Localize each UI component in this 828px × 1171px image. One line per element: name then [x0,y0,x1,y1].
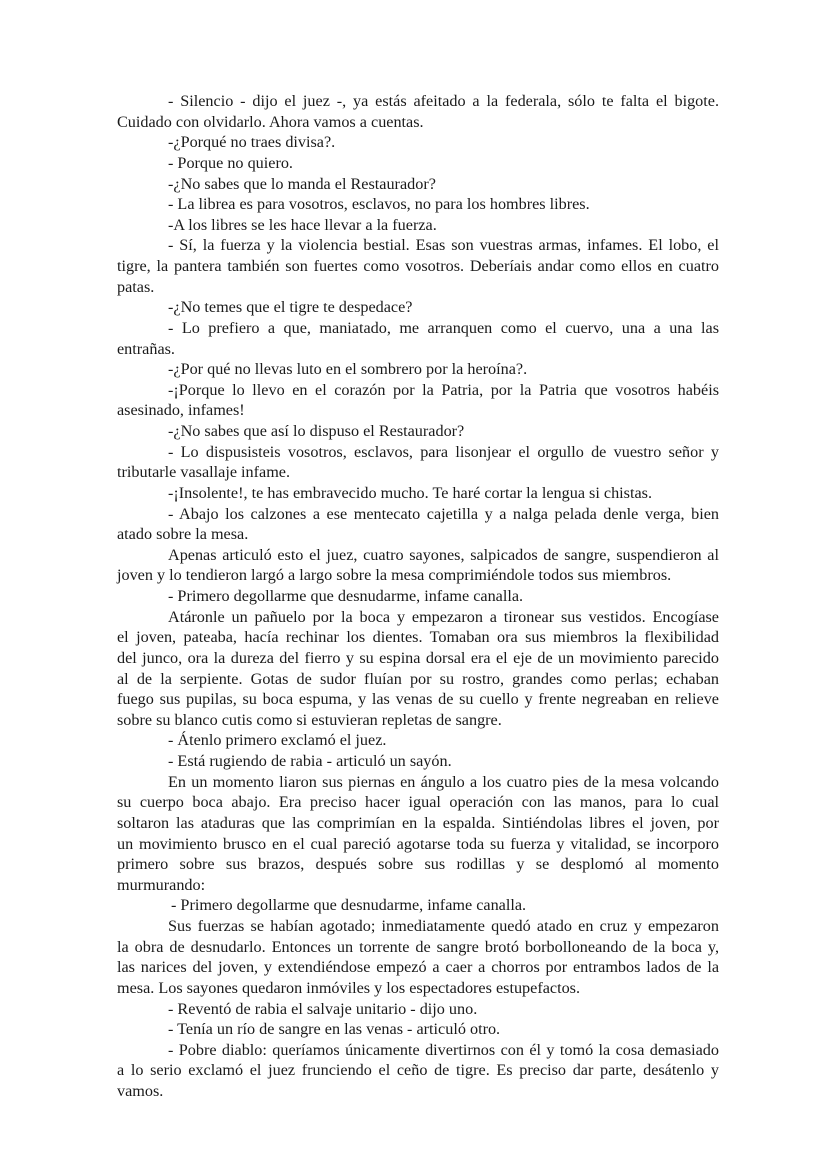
text-line: -¿Por qué no llevas luto en el sombrero por la heroína?. [168,360,528,379]
text-line: soltaron las ataduras que las comprimían en la espalda. Sintiéndolas libres el joven, por [117,813,719,832]
text-line: sobre su blanco cutis como si estuvieran repletas de sangre. [117,710,502,729]
text-line: - Silencio - dijo el juez -, ya estás afeitado a la federala, sólo te falta el bigote. [168,92,719,110]
text-line: tigre, la pantera también son fuertes como vosotros. Deberíais andar como ellos en cuatro [117,257,719,275]
text-line: - Porque no quiero. [168,153,293,172]
text-line: atado sobre la mesa. [117,525,249,544]
text-line: la obra de desnudarlo. Entonces un torrente de sangre brotó borbolloneando de la boca y, [117,937,719,956]
text-line: - Lo prefiero a que, maniatado, me arranquen como el cuervo, una a una las [168,318,719,337]
text-line: - Primero degollarme que desnudarme, infame canalla. [171,896,527,915]
text-line: fuego sus pupilas, su boca espuma, y las venas de su cuello y frente negreaban en relieve [117,690,719,709]
paragraph [117,483,719,504]
text-line: En un momento liaron sus piernas en ángulo a los cuatro pies de la mesa volcando [168,772,719,791]
document-page [117,91,719,1102]
paragraph [117,1040,719,1102]
paragraph [117,442,719,483]
paragraph [117,297,719,318]
text-line: - Primero degollarme que desnudarme, infame canalla. [168,587,524,605]
text-line: del junco, ora la dureza del fierro y su espina dorsal era el eje de un movimiento parecido [117,648,719,667]
paragraph [117,895,719,916]
text-line: - Está rugiendo de rabia - articuló un sayón. [168,752,452,770]
text-line: su cuerpo boca abajo. Era preciso hacer igual operación con las manos, para lo cual [117,793,719,812]
text-line: al de la serpiente. Gotas de sudor fluían por su rostro, grandes como perlas; echaban [117,669,719,688]
text-line: - Tenía un río de sangre en las venas - articuló otro. [168,1020,501,1039]
paragraph [117,359,719,380]
text-line: mesa. Los sayones quedaron inmóviles y los espectadores estupefactos. [117,978,581,997]
paragraph [117,607,719,731]
paragraph [117,545,719,586]
text-line: - Reventó de rabia el salvaje unitario - dijo uno. [168,999,478,1018]
text-line: patas. [117,277,155,296]
text-line: - Sí, la fuerza y la violencia bestial. Esas son vuestras armas, infames. El lobo, el [168,236,719,255]
paragraph [117,194,719,215]
text-line: - Átenlo primero exclamó el juez. [168,731,387,750]
text-line: el joven, pateaba, hacía rechinar los dientes. Tomaban ora sus miembros la flexibilidad [117,628,719,647]
paragraph [117,504,719,545]
text-line: murmurando: [117,875,206,894]
text-line: -¿No sabes que lo manda el Restaurador? [168,174,436,193]
text-line: Sus fuerzas se habían agotado; inmediatamente quedó atado en cruz y empezaron [168,917,719,935]
text-line: -A los libres se les hace llevar a la fuerza. [168,215,437,234]
text-line: - Pobre diablo: queríamos únicamente divertirnos con él y tomó la cosa demasiado [168,1040,719,1059]
paragraph [117,751,719,772]
text-line: -¡Porque lo llevo en el corazón por la Patria, por la Patria que vosotros habéis [168,380,719,399]
paragraph [117,132,719,153]
text-line: Apenas articuló esto el juez, cuatro sayones, salpicados de sangre, suspendieron al [168,545,719,564]
paragraph [117,586,719,607]
text-line: - Lo dispusisteis vosotros, esclavos, para lisonjear el orgullo de vuestro señor y [168,442,719,461]
text-line: vamos. [117,1082,164,1100]
text-line: -¡Insolente!, te has embravecido mucho. Te haré cortar la lengua si chistas. [168,483,653,502]
text-line: -¿No temes que el tigre te despedace? [168,298,413,317]
paragraph [117,174,719,195]
text-line: joven y lo tendieron largó a largo sobre la mesa comprimiéndole todos sus miembros. [117,566,672,585]
text-line: asesinado, infames! [117,401,245,420]
paragraph [117,999,719,1020]
paragraph [117,1019,719,1040]
text-line: Atáronle un pañuelo por la boca y empezaron a tironear sus vestidos. Encogíase [168,607,719,626]
text-line: Cuidado con olvidarlo. Ahora vamos a cuentas. [117,112,424,131]
text-line: - Abajo los calzones a ese mentecato cajetilla y a nalga pelada denle verga, bien [168,504,719,523]
paragraph [117,318,719,359]
text-line: primero sobre sus brazos, después sobre sus rodillas y se desplomó al momento [117,855,719,874]
paragraph [117,730,719,751]
text-line: un movimiento brusco en el cual pareció agotarse toda su fuerza y vitalidad, se incorporo [117,834,719,853]
paragraph [117,235,719,297]
paragraph [117,380,719,421]
paragraph [117,421,719,442]
text-line: tributarle vasallaje infame. [117,463,291,482]
text-line: a lo serio exclamó el juez frunciendo el ceño de tigre. Es preciso dar parte, desátenlo y [117,1061,719,1080]
text-line: entrañas. [117,339,175,358]
text-line: - La librea es para vosotros, esclavos, no para los hombres libres. [168,195,590,214]
text-line: -¿No sabes que así lo dispuso el Restaurador? [168,422,465,440]
text-line: las narices del joven, y extendiéndose empezó a caer a chorros por entrambos lados de la [117,958,719,977]
paragraph [117,91,719,132]
paragraph [117,916,719,999]
text-line: -¿Porqué no traes divisa?. [168,133,336,152]
paragraph [117,215,719,236]
paragraph [117,153,719,174]
paragraph [117,772,719,896]
